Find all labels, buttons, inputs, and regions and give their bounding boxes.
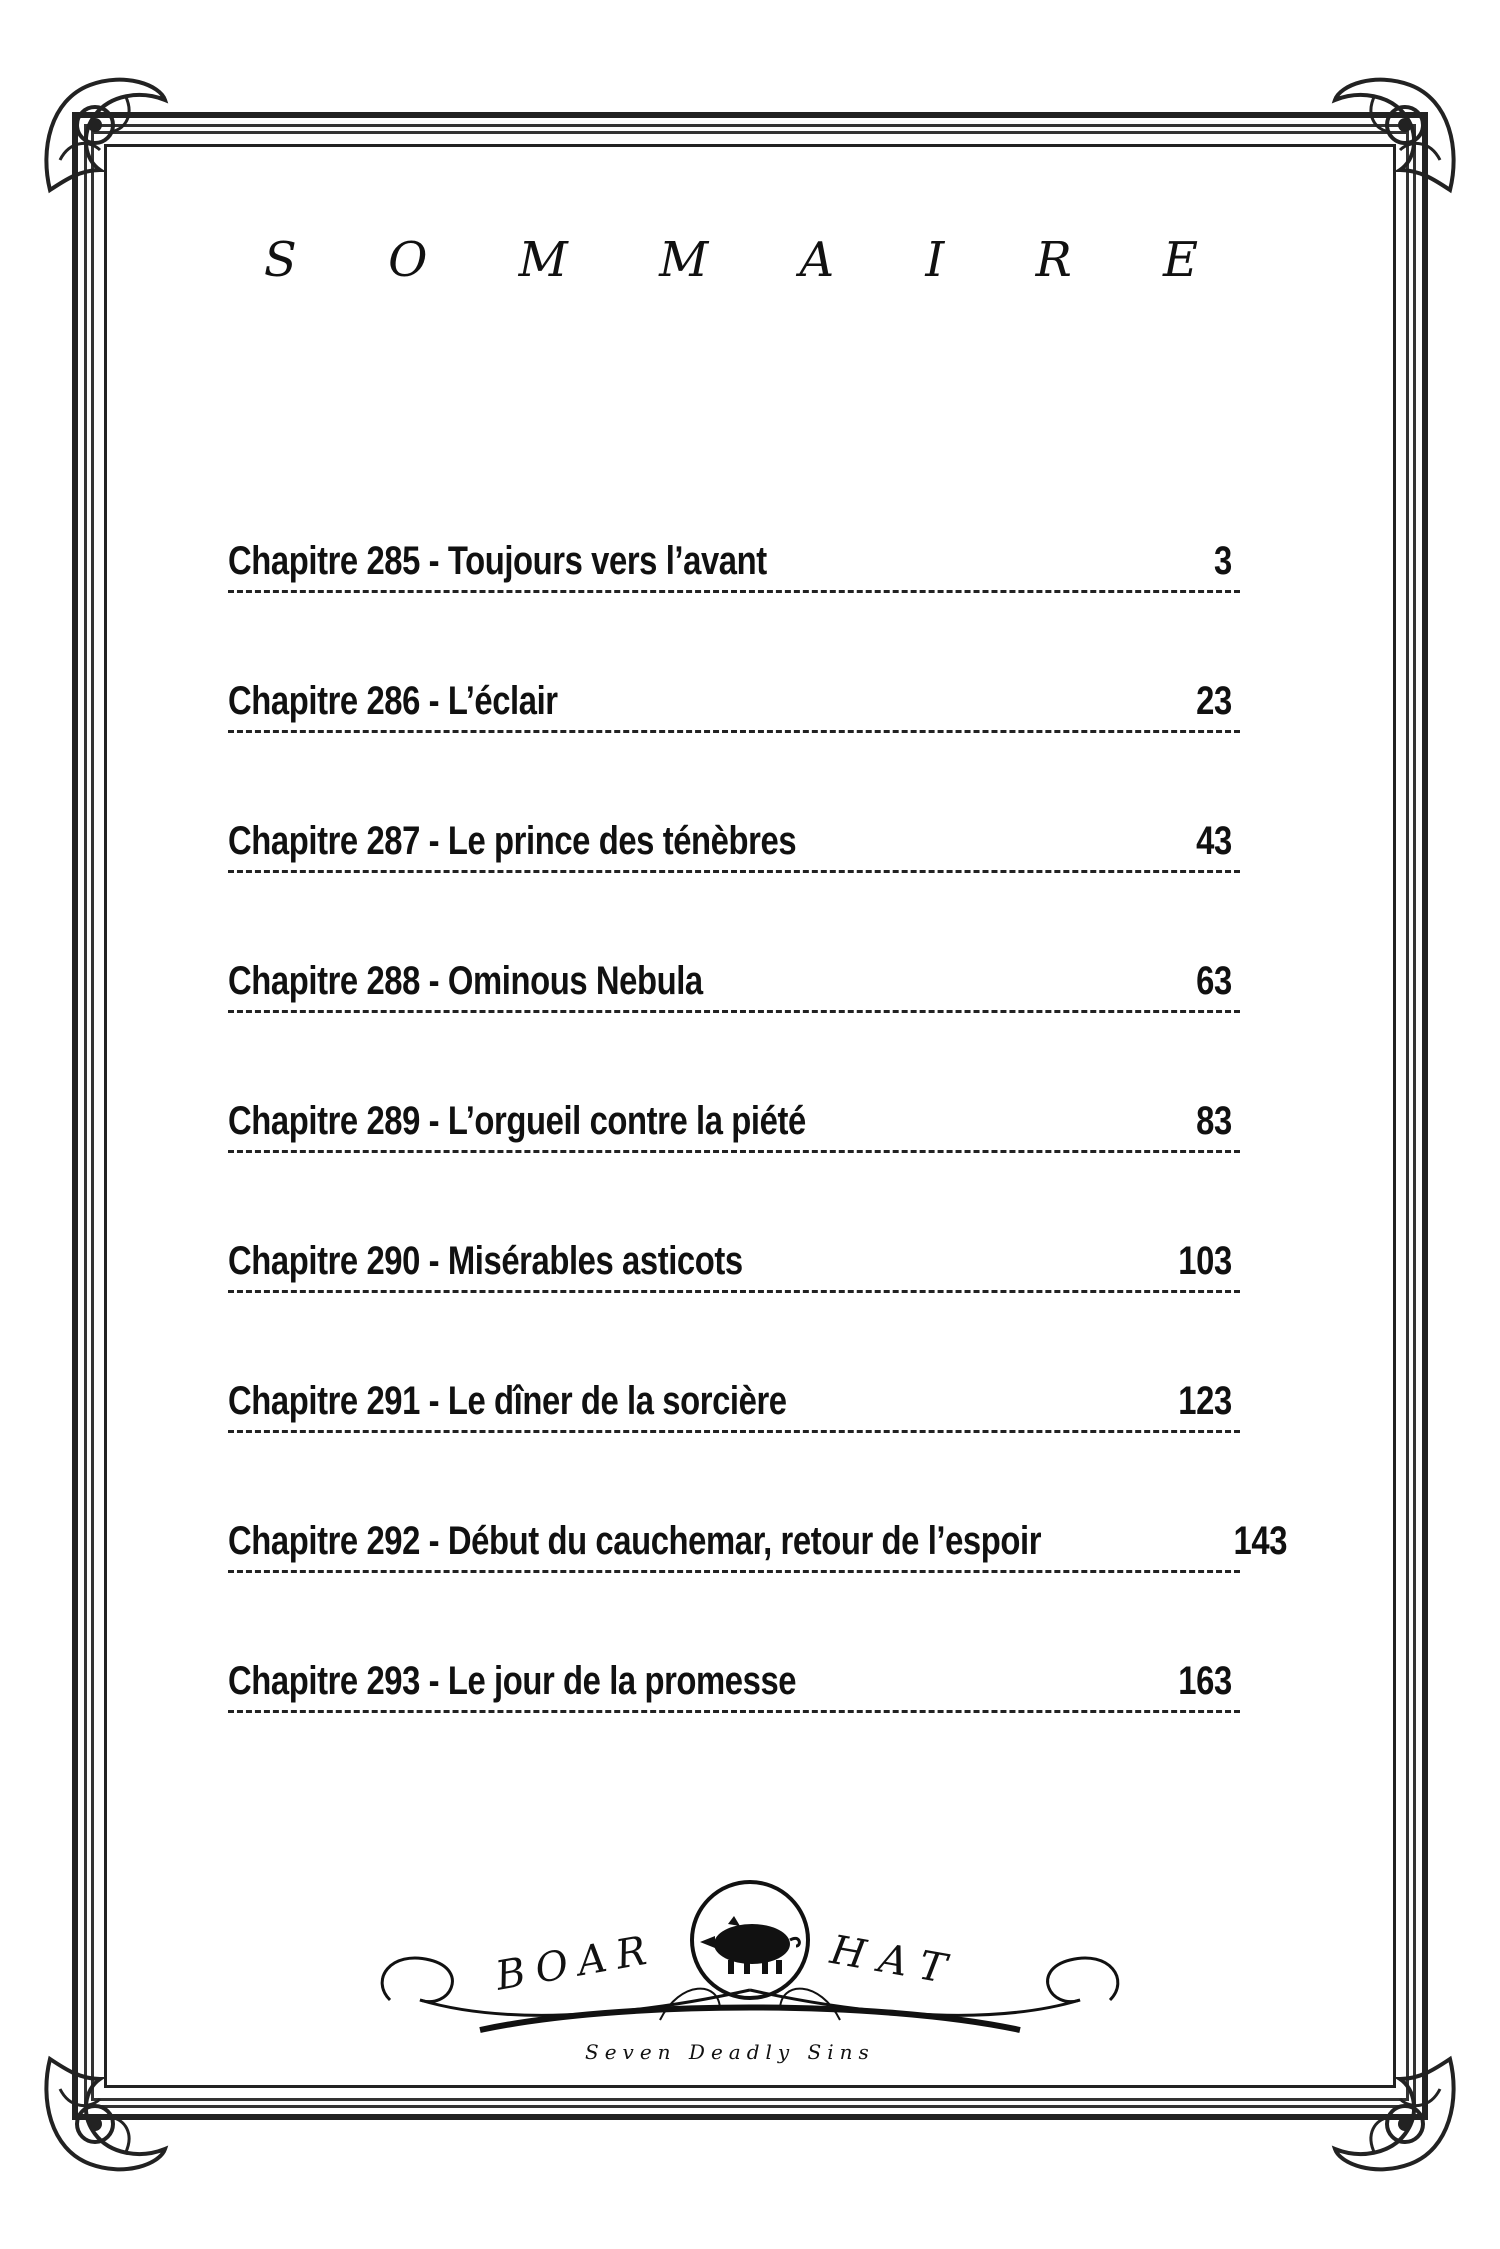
toc-entry[interactable] xyxy=(228,660,1240,800)
corner-ornament-icon xyxy=(1320,60,1470,210)
toc-entry-page: 3 xyxy=(1213,539,1232,583)
toc-entry-label: Chapitre 288 - Ominous Nebula xyxy=(228,959,703,1003)
toc-dashed-divider xyxy=(228,1570,1240,1573)
toc-entry-page: 43 xyxy=(1196,819,1232,863)
toc-entry-label: Chapitre 292 - Début du cauchemar, retour de l’espoir xyxy=(228,1519,1042,1563)
toc-dashed-divider xyxy=(228,870,1240,873)
toc-entry-label: Chapitre 285 - Toujours vers l’avant xyxy=(228,539,767,583)
table-of-contents xyxy=(228,520,1287,1780)
toc-entry[interactable] xyxy=(228,1640,1240,1780)
toc-dashed-divider xyxy=(228,590,1240,593)
corner-ornament-icon xyxy=(30,2039,180,2189)
toc-entry[interactable] xyxy=(228,940,1240,1080)
corner-ornament-icon xyxy=(30,60,180,210)
toc-dashed-divider xyxy=(228,1430,1240,1433)
logo-word-right: HAT xyxy=(826,1927,964,1995)
toc-entry-label: Chapitre 289 - L’orgueil contre la piété xyxy=(228,1099,806,1143)
toc-entry-label: Chapitre 290 - Misérables asticots xyxy=(228,1239,743,1283)
toc-dashed-divider xyxy=(228,1710,1240,1713)
corner-ornament-icon xyxy=(1320,2039,1470,2189)
toc-entry-label: Chapitre 291 - Le dîner de la sorcière xyxy=(228,1379,787,1423)
toc-dashed-divider xyxy=(228,730,1240,733)
pig-icon xyxy=(700,1916,799,1974)
toc-entry-page: 23 xyxy=(1196,679,1232,723)
toc-dashed-divider xyxy=(228,1290,1240,1293)
toc-dashed-divider xyxy=(228,1150,1240,1153)
toc-entry[interactable] xyxy=(228,1360,1240,1500)
toc-entry-page: 143 xyxy=(1233,1519,1287,1563)
toc-entry-page: 103 xyxy=(1178,1239,1232,1283)
toc-entry-label: Chapitre 286 - L’éclair xyxy=(228,679,558,723)
toc-dashed-divider xyxy=(228,1010,1240,1013)
toc-entry-page: 63 xyxy=(1196,959,1232,1003)
toc-entry[interactable] xyxy=(228,520,1240,660)
toc-entry-page: 83 xyxy=(1196,1099,1232,1143)
toc-entry[interactable] xyxy=(228,800,1240,940)
boar-hat-logo xyxy=(360,1880,1140,2090)
page-title: S O M M A I R E xyxy=(263,232,1237,288)
toc-entry-page: 163 xyxy=(1178,1659,1232,1703)
toc-entry[interactable] xyxy=(228,1500,1287,1640)
toc-entry[interactable] xyxy=(228,1080,1240,1220)
toc-entry-page: 123 xyxy=(1178,1379,1232,1423)
toc-entry-label: Chapitre 293 - Le jour de la promesse xyxy=(228,1659,797,1703)
toc-entry[interactable] xyxy=(228,1220,1240,1360)
logo-subtitle: Seven Deadly Sins xyxy=(585,2040,875,2064)
logo-word-left: BOAR xyxy=(492,1926,660,2000)
toc-entry-label: Chapitre 287 - Le prince des ténèbres xyxy=(228,819,797,863)
